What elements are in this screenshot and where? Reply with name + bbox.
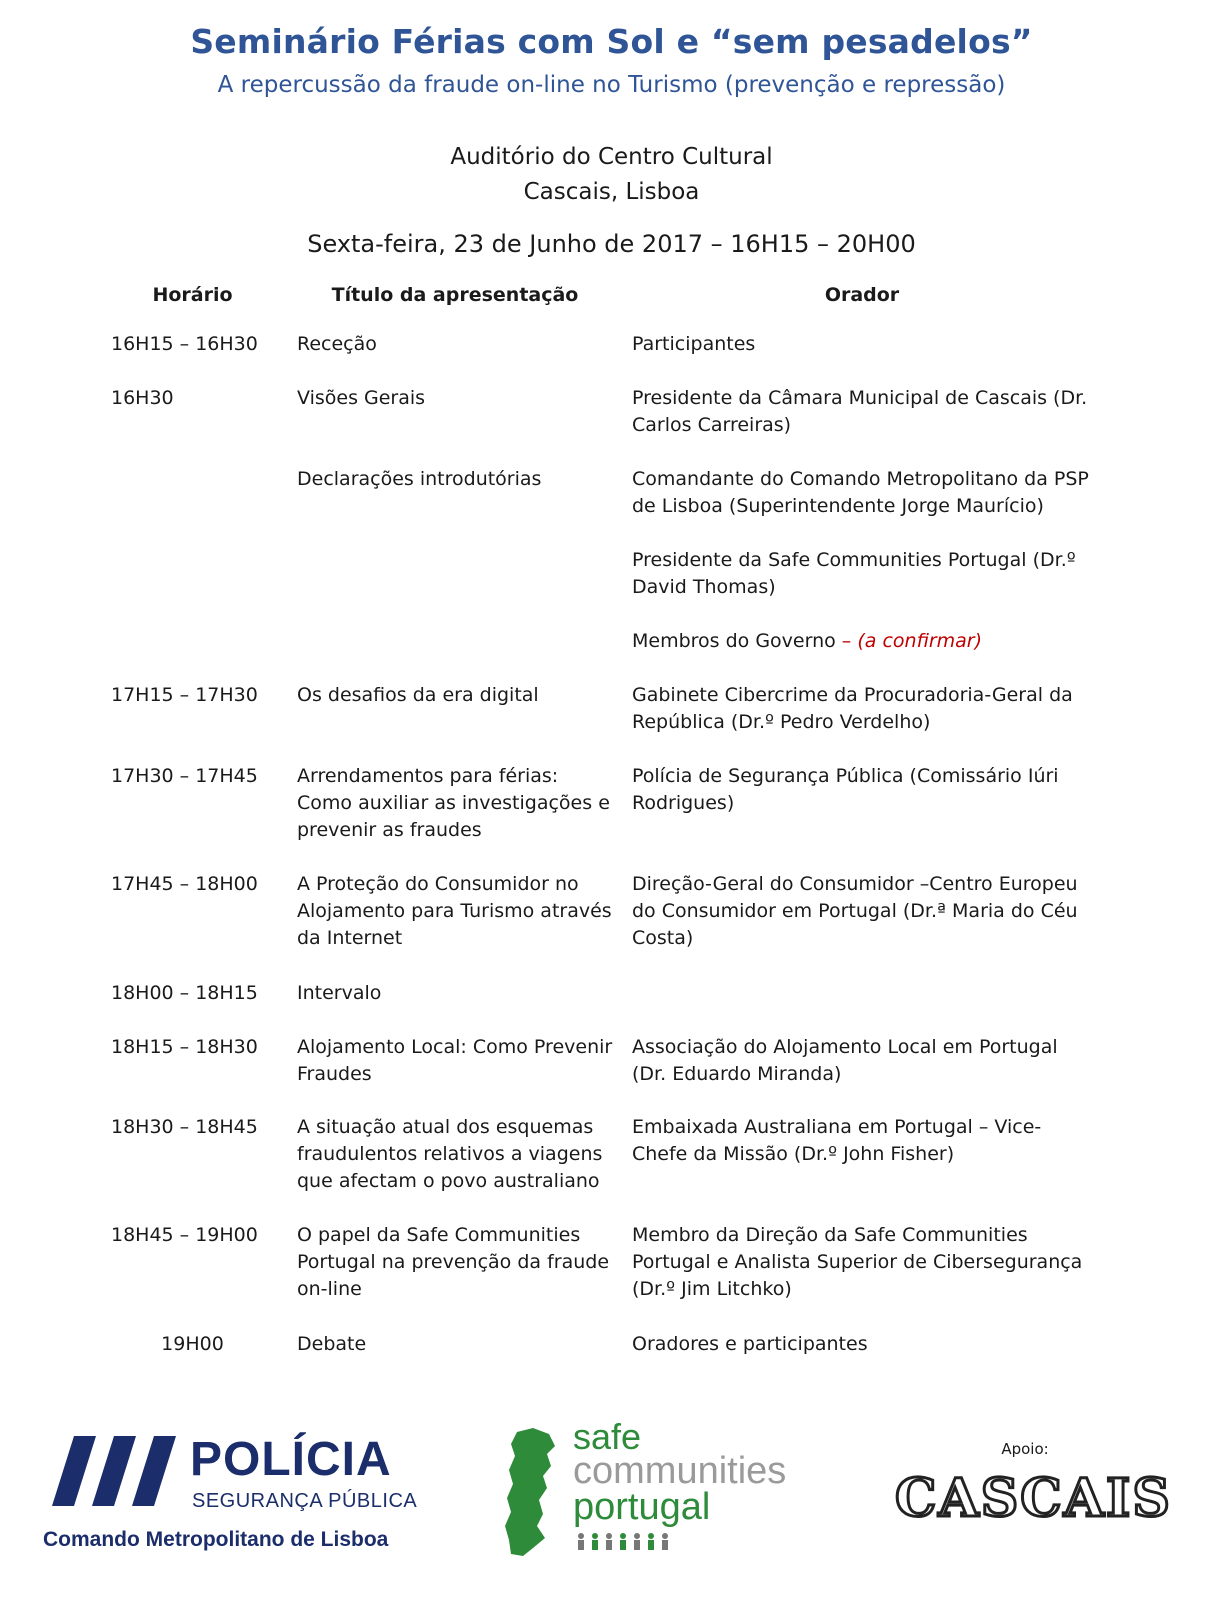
people-icon [575,1532,675,1554]
header-title: Título da apresentação [331,284,579,306]
safe-logo-word-1: safe [573,1416,642,1457]
psp-stripes-icon [52,1436,182,1506]
row-title: Intervalo [297,982,382,1004]
row-speaker: Participantes [632,333,756,355]
row-speaker [632,628,1092,655]
cascais-logo: CASCAIS [895,1468,1172,1529]
note-dash: – [835,630,858,652]
support-label: Apoio: [1001,1440,1049,1458]
row-time: 18H00 – 18H15 [111,982,258,1004]
row-speaker: Polícia de Segurança Pública (Comissário Iúri Rodrigues) [632,765,1059,814]
event-date: Sexta-feira, 23 de Junho de 2017 – 16H15 – 20H00 [307,230,916,258]
row-time: 18H45 – 19H00 [111,1224,258,1246]
row-speaker: Presidente da Safe Communities Portugal (Dr.º David Thomas) [632,549,1076,598]
row-title: A Proteção do Consumidor no Alojamento para Turismo através da Internet [297,873,612,949]
confirmation-note: (a confirmar) [857,630,983,652]
row-speaker: Presidente da Câmara Municipal de Cascais (Dr. Carlos Carreiras) [632,387,1088,436]
row-speaker: Direção-Geral do Consumidor –Centro Europeu do Consumidor em Portugal (Dr.ª Maria do Céu Costa) [632,873,1078,949]
row-title: Arrendamentos para férias: Como auxiliar as investigações e prevenir as fraudes [297,765,610,841]
row-title: A situação atual dos esquemas fraudulentos relativos a viagens que afectam o povo australiano [297,1116,603,1192]
safe-logo-word-3: portugal [573,1486,711,1528]
row-time: 16H15 – 16H30 [111,333,258,355]
psp-logo-subtitle: SEGURANÇA PÚBLICA [192,1490,418,1512]
seminar-title: Seminário Férias com Sol e “sem pesadelos” [190,22,1033,61]
header-speaker: Orador [824,284,900,306]
row-time: 18H30 – 18H45 [111,1116,258,1138]
row-title: Visões Gerais [297,387,426,409]
row-time: 17H30 – 17H45 [111,765,258,787]
portugal-map-icon [503,1428,569,1558]
psp-logo-word: POLÍCIA [190,1433,392,1486]
row-title: Debate [297,1333,367,1355]
row-time: 18H15 – 18H30 [111,1036,258,1058]
venue-line-2: Cascais, Lisboa [523,179,700,205]
row-title: Declarações introdutórias [297,468,542,490]
row-speaker: Gabinete Cibercrime da Procuradoria-Geral da República (Dr.º Pedro Verdelho) [632,684,1073,733]
psp-logo [40,1432,430,1562]
safe-communities-logo [503,1416,863,1572]
row-time: 17H15 – 17H30 [111,684,258,706]
venue-line-1: Auditório do Centro Cultural [450,144,773,170]
row-speaker-text: Membros do Governo [632,630,836,652]
psp-logo-command: Comando Metropolitano de Lisboa [43,1528,389,1551]
seminar-subtitle: A repercussão da fraude on-line no Turismo (prevenção e repressão) [217,72,1006,98]
row-speaker: Comandante do Comando Metropolitano da PSP de Lisboa (Superintendente Jorge Maurício) [632,468,1089,517]
row-title: O papel da Safe Communities Portugal na prevenção da fraude on-line [297,1224,610,1300]
row-title: Os desafios da era digital [297,684,539,706]
row-title: Alojamento Local: Como Prevenir Fraudes [297,1036,613,1085]
row-time: 19H00 [161,1333,224,1355]
row-speaker: Associação do Alojamento Local em Portugal (Dr. Eduardo Miranda) [632,1036,1058,1085]
row-title: Receção [297,333,377,355]
venue [0,140,1223,210]
row-time: 17H45 – 18H00 [111,873,258,895]
safe-logo-word-2: communities [573,1450,787,1492]
row-time: 16H30 [111,387,174,409]
row-speaker: Oradores e participantes [632,1333,868,1355]
row-speaker: Embaixada Australiana em Portugal – Vice-Chefe da Missão (Dr.º John Fisher) [632,1116,1042,1165]
row-speaker: Membro da Direção da Safe Communities Portugal e Analista Superior de Cibersegurança (Dr.º Jim Litchko) [632,1224,1083,1300]
header-time: Horário [152,284,233,306]
